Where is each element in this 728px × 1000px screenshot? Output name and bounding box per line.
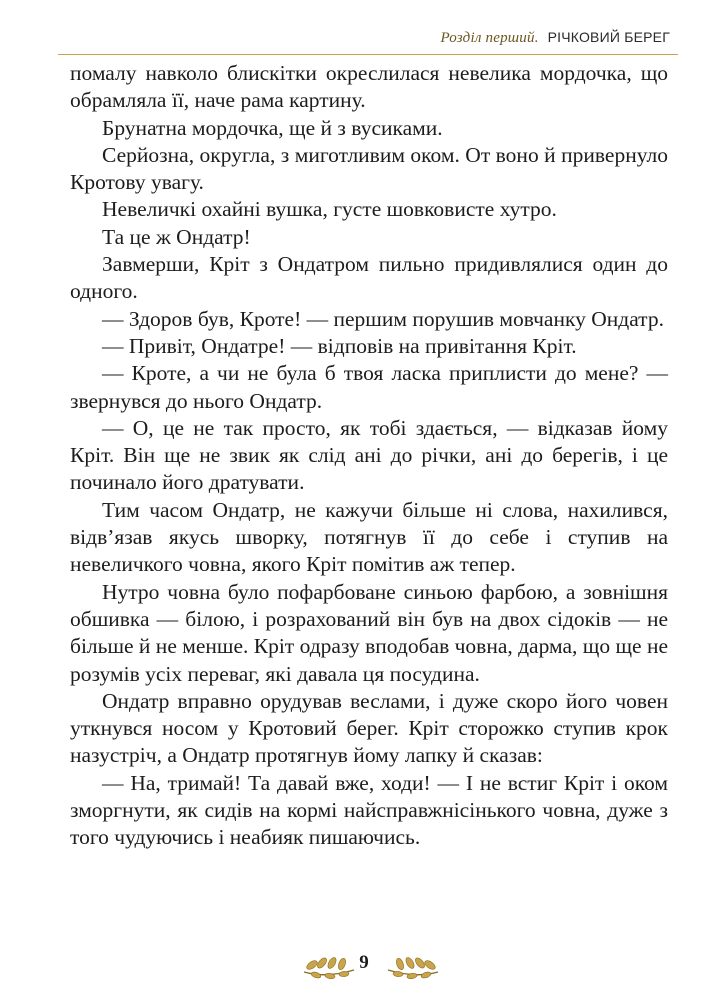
paragraph: — Привіт, Ондатре! — відповів на привітання Кріт.: [102, 333, 577, 358]
running-header: [58, 28, 670, 56]
paragraph: Невеличкі охайні вушка, густе шовковисте хутро.: [102, 197, 557, 222]
paragraph: Серйозна, округла, з миготливим оком. От воно й привернуло Кротову увагу.: [70, 142, 668, 195]
paragraph: — Кроте, а чи не була б твоя ласка приплисти до мене? — звернувся до нього Ондатр.: [70, 361, 668, 413]
paragraph: — На, тримай! Та давай вже, ходи! — І не встиг Кріт і оком зморгнути, як сидів на кормі найсправжнісінького човна, дуже з того чудуючись і неабияк пишаючись.: [70, 770, 668, 850]
paragraph: Ондатр вправно орудував веслами, і дуже скоро його човен уткнувся носом у Кротовий берег. Кріт сторожко ступив крок назустріч, а Ондатр протягнув йому лапку й сказав:: [70, 688, 668, 768]
paragraph: — О, це не так просто, як тобі здається, — відказав йому Кріт. Він ще не звик як слід ані до річки, ані до берегів, і це починало його дратувати.: [70, 415, 668, 495]
page-footer: [0, 948, 728, 988]
paragraph: — Здоров був, Кроте! — першим порушив мовчанку Ондатр.: [102, 306, 664, 331]
paragraph: Нутро човна було пофарбоване синьою фарбою, а зовнішня обшивка — білою, і розрахований він був на двох сідоків — не більше й не менше. Кріт одразу вподобав човна, дарма, що ще не розумів усіх переваг, які давала ця посудина.: [70, 579, 668, 686]
laurel-ornament-icon: [384, 950, 442, 980]
paragraph: Брунатна мордочка, ще й з вусиками.: [102, 115, 443, 140]
chapter-label: Розділ перший.: [440, 30, 539, 46]
page-number: 9: [359, 952, 369, 973]
paragraph: Та це ж Ондатр!: [102, 224, 251, 249]
paragraph: помалу навколо блискітки окреслилася невелика мордочка, що обрамляла її, наче рама картину.: [70, 61, 668, 113]
paragraph: Тим часом Ондатр, не кажучи більше ні слова, нахилився, відв’язав якусь шворку, потягнув її до себе і ступив на невеличкого човна, якого Кріт помітив аж тепер.: [70, 497, 668, 577]
header-divider: [58, 54, 678, 55]
paragraph: Завмерши, Кріт з Ондатром пильно придивлялися один до одного.: [70, 252, 668, 304]
body-text: [70, 60, 668, 852]
chapter-title: РІЧКОВИЙ БЕРЕГ: [547, 29, 670, 45]
